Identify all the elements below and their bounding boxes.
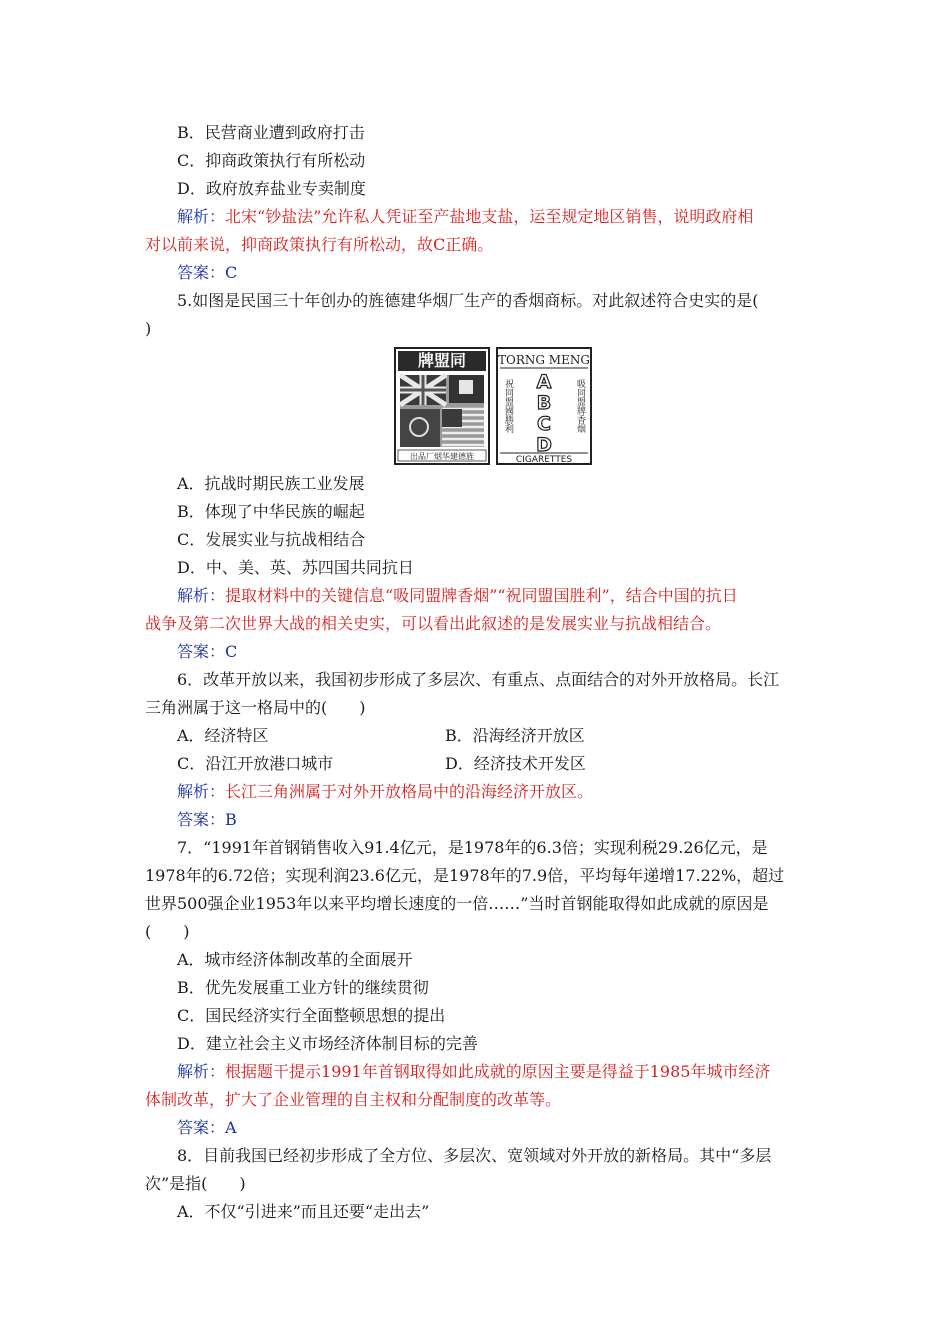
q4-option-d: D．政府放弃盐业专卖制度 (177, 179, 366, 198)
q6-options-row-1 (177, 726, 269, 746)
analysis-label: 解析： (177, 1062, 226, 1081)
letter-a: A (536, 371, 552, 393)
q7-option-d: D．建立社会主义市场经济体制目标的完善 (177, 1034, 478, 1053)
q6-answer: 答案：B (177, 810, 237, 829)
left-label-title: 牌盟同 (417, 351, 467, 370)
q6-option-b: B．沿海经济开放区 (445, 726, 585, 745)
q7-stem-2: 1978年的6.72倍；实现利润23.6亿元，是1978年的7.9倍，平均每年递增17.22%，超过 (145, 866, 785, 885)
analysis-label: 解析： (177, 207, 226, 226)
q7-option-b: B．优先发展重工业方针的继续贯彻 (177, 978, 429, 997)
q5-analysis-text-1: 提取材料中的关键信息“吸同盟牌香烟”“祝同盟国胜利”，结合中国的抗日 (225, 586, 738, 605)
q6-option-d: D．经济技术开发区 (445, 754, 586, 773)
q4-analysis-text-1: 北宋“钞盐法”允许私人凭证至产盐地支盐，运至规定地区销售，说明政府相 (225, 207, 754, 226)
right-label-right-vertical: 吸同盟牌香烟 (575, 379, 585, 433)
q7-option-a: A．城市经济体制改革的全面展开 (177, 950, 413, 969)
letter-c: C (537, 413, 551, 435)
analysis-label: 解析： (177, 586, 226, 605)
q5-answer: 答案：C (177, 642, 238, 661)
q8-stem-2: 次”是指( ) (145, 1174, 246, 1193)
q7-stem-1: 7．“1991年首钢销售收入91.4亿元，是1978年的6.3倍；实现利税29.26亿元，是 (177, 838, 768, 857)
q7-analysis-text-1: 根据题干提示1991年首钢取得如此成就的原因主要是得益于1985年城市经济 (225, 1062, 771, 1081)
q5-stem-1: 5.如图是民国三十年创办的旌德建华烟厂生产的香烟商标。对此叙述符合史实的是( (177, 291, 759, 310)
q4-analysis (177, 207, 753, 227)
q6-option-a: A．经济特区 (177, 726, 269, 745)
q5-option-d: D．中、美、英、苏四国共同抗日 (177, 558, 414, 577)
q4-analysis-text-2: 对以前来说，抑商政策执行有所松动，故C正确。 (145, 235, 494, 254)
q4-answer: 答案：C (177, 263, 238, 282)
cigarette-trademark-figure (394, 347, 592, 465)
q7-analysis-text-2: 体制改革，扩大了企业管理的自主权和分配制度的改革等。 (145, 1090, 562, 1109)
q5-option-c: C．发展实业与抗战相结合 (177, 530, 366, 549)
letter-b: B (536, 392, 552, 414)
trademark-svg (394, 347, 592, 465)
right-label-bottom: CIGARETTES (515, 455, 573, 465)
left-label-bottom: 出品厂烟华建德旌 (410, 452, 474, 461)
q6-stem-1: 6．改革开放以来，我国初步形成了多层次、有重点、点面结合的对外开放格局。长江 (177, 670, 780, 689)
q5-analysis (177, 586, 738, 606)
q6-option-c: C．沿江开放港口城市 (177, 754, 334, 773)
q4-option-c: C．抑商政策执行有所松动 (177, 151, 366, 170)
q5-stem-2: ) (145, 319, 152, 338)
q4-option-b: B．民营商业遭到政府打击 (177, 123, 365, 142)
q7-analysis (177, 1062, 770, 1082)
analysis-label: 解析： (177, 782, 226, 801)
q5-option-a: A．抗战时期民族工业发展 (177, 474, 365, 493)
q6-stem-2: 三角洲属于这一格局中的( ) (145, 698, 366, 717)
q7-option-c: C．国民经济实行全面整顿思想的提出 (177, 1006, 446, 1025)
q6-analysis (177, 782, 593, 802)
q7-answer: 答案：A (177, 1118, 237, 1137)
right-label-top: TORNG MENG (498, 353, 590, 367)
q8-stem-1: 8．目前我国已经初步形成了全方位、多层次、宽领域对外开放的新格局。其中“多层 (177, 1146, 772, 1165)
q6-analysis-text-1: 长江三角洲属于对外开放格局中的沿海经济开放区。 (225, 782, 594, 801)
q5-option-b: B．体现了中华民族的崛起 (177, 502, 365, 521)
q8-option-a: A．不仅“引进来”而且还要“走出去” (177, 1202, 430, 1221)
q5-analysis-text-2: 战争及第二次世界大战的相关史实，可以看出此叙述的是发展实业与抗战相结合。 (145, 614, 722, 633)
q7-stem-4: ( ) (145, 922, 190, 941)
letter-d: D (536, 434, 552, 456)
q7-stem-3: 世界500强企业1953年以来平均增长速度的一倍……”当时首钢能取得如此成就的原因是 (145, 894, 769, 913)
right-label-left-vertical: 祝同盟國勝利 (503, 379, 513, 433)
